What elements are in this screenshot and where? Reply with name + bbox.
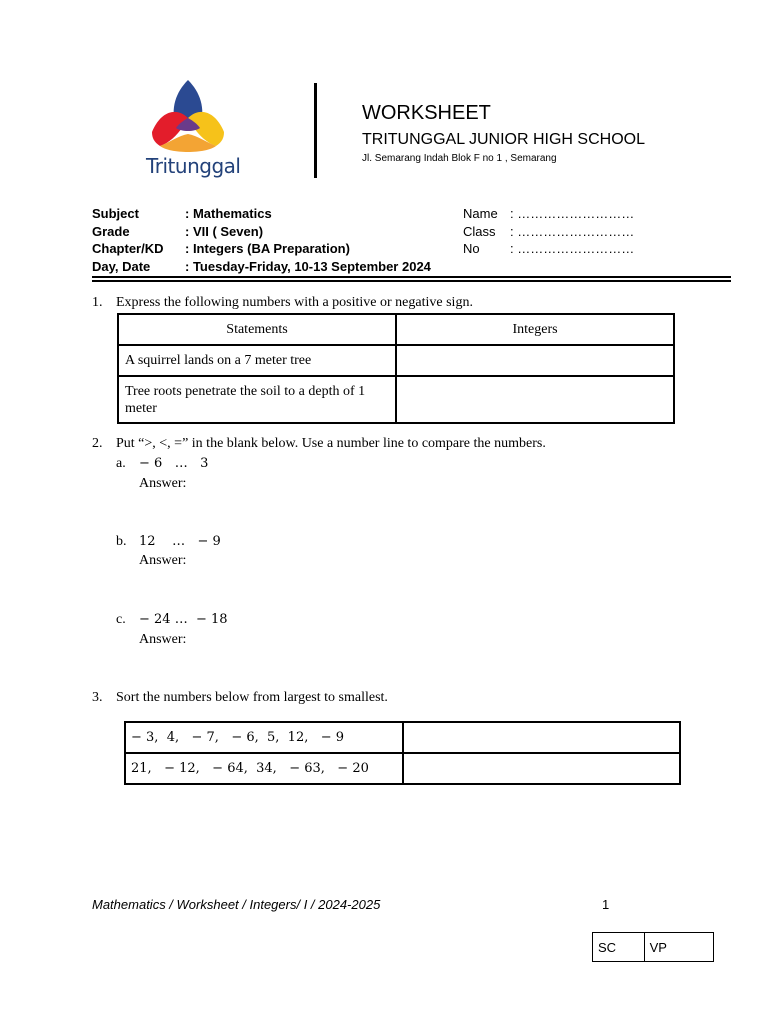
no-field: : ……………………… <box>510 241 635 256</box>
table-row <box>125 753 680 784</box>
item-a-expression: − 6 … 3 <box>139 456 209 471</box>
table-row <box>118 345 674 376</box>
question-1-number: 1. <box>92 295 103 310</box>
page-number: 1 <box>602 897 610 912</box>
tritunggal-logo-icon <box>146 78 230 154</box>
question-2-number: 2. <box>92 436 103 451</box>
integer-answer-cell[interactable] <box>396 345 674 376</box>
name-field: : ……………………… <box>510 206 635 221</box>
sorted-answer-cell[interactable] <box>403 722 680 753</box>
school-logo <box>140 78 240 182</box>
sorted-answer-cell[interactable] <box>403 753 680 784</box>
sc-cell: SC <box>593 933 645 962</box>
item-b-answer-label: Answer: <box>139 553 187 568</box>
table-row <box>125 722 680 753</box>
table-row <box>118 376 674 423</box>
divider-line-bottom <box>92 280 731 282</box>
item-a-letter: a. <box>116 456 126 471</box>
numbers-cell: 21, − 12, − 64, 34, − 63, − 20 <box>125 753 403 784</box>
table-header-statements: Statements <box>118 314 396 345</box>
footer-text: Mathematics / Worksheet / Integers/ I / 2024-2025 <box>92 897 381 912</box>
info-label-chapter: Chapter/KD <box>92 241 164 256</box>
table-header-integers: Integers <box>396 314 674 345</box>
signature-table <box>592 932 714 962</box>
info-value-subject: : Mathematics <box>185 206 272 221</box>
info-value-grade: : VII ( Seven) <box>185 224 264 239</box>
info-label-class: Class <box>463 224 496 239</box>
question-3-text: Sort the numbers below from largest to smallest. <box>116 690 388 705</box>
question-3-number: 3. <box>92 690 103 705</box>
info-label-no: No <box>463 241 480 256</box>
statement-cell: A squirrel lands on a 7 meter tree <box>118 345 396 376</box>
item-c-expression: − 24 … − 18 <box>139 612 228 627</box>
question-1-text: Express the following numbers with a positive or negative sign. <box>116 295 473 310</box>
school-address: Jl. Semarang Indah Blok F no 1 , Semarang <box>362 153 557 164</box>
info-value-date: : Tuesday-Friday, 10-13 September 2024 <box>185 259 431 274</box>
sort-table <box>124 721 681 785</box>
info-label-name: Name <box>463 206 498 221</box>
integer-answer-cell[interactable] <box>396 376 674 423</box>
logo-wordmark: Tritunggal <box>146 154 241 178</box>
item-a-answer-label: Answer: <box>139 476 187 491</box>
item-b-expression: 12 … − 9 <box>139 534 221 549</box>
school-name: TRITUNGGAL JUNIOR HIGH SCHOOL <box>362 131 645 148</box>
statements-table <box>117 313 675 424</box>
numbers-cell: − 3, 4, − 7, − 6, 5, 12, − 9 <box>125 722 403 753</box>
item-b-letter: b. <box>116 534 127 549</box>
info-label-subject: Subject <box>92 206 139 221</box>
info-label-grade: Grade <box>92 224 130 239</box>
item-c-letter: c. <box>116 612 126 627</box>
item-c-answer-label: Answer: <box>139 632 187 647</box>
vp-cell: VP <box>644 933 713 962</box>
page-title: WORKSHEET <box>362 102 491 124</box>
header-divider <box>314 83 317 178</box>
info-value-chapter: : Integers (BA Preparation) <box>185 241 350 256</box>
class-field: : ……………………… <box>510 224 635 239</box>
info-label-date: Day, Date <box>92 259 151 274</box>
statement-cell: Tree roots penetrate the soil to a depth of 1 meter <box>118 376 396 423</box>
question-2-text: Put “>, <, =” in the blank below. Use a number line to compare the numbers. <box>116 436 546 451</box>
divider-line-top <box>92 276 731 278</box>
